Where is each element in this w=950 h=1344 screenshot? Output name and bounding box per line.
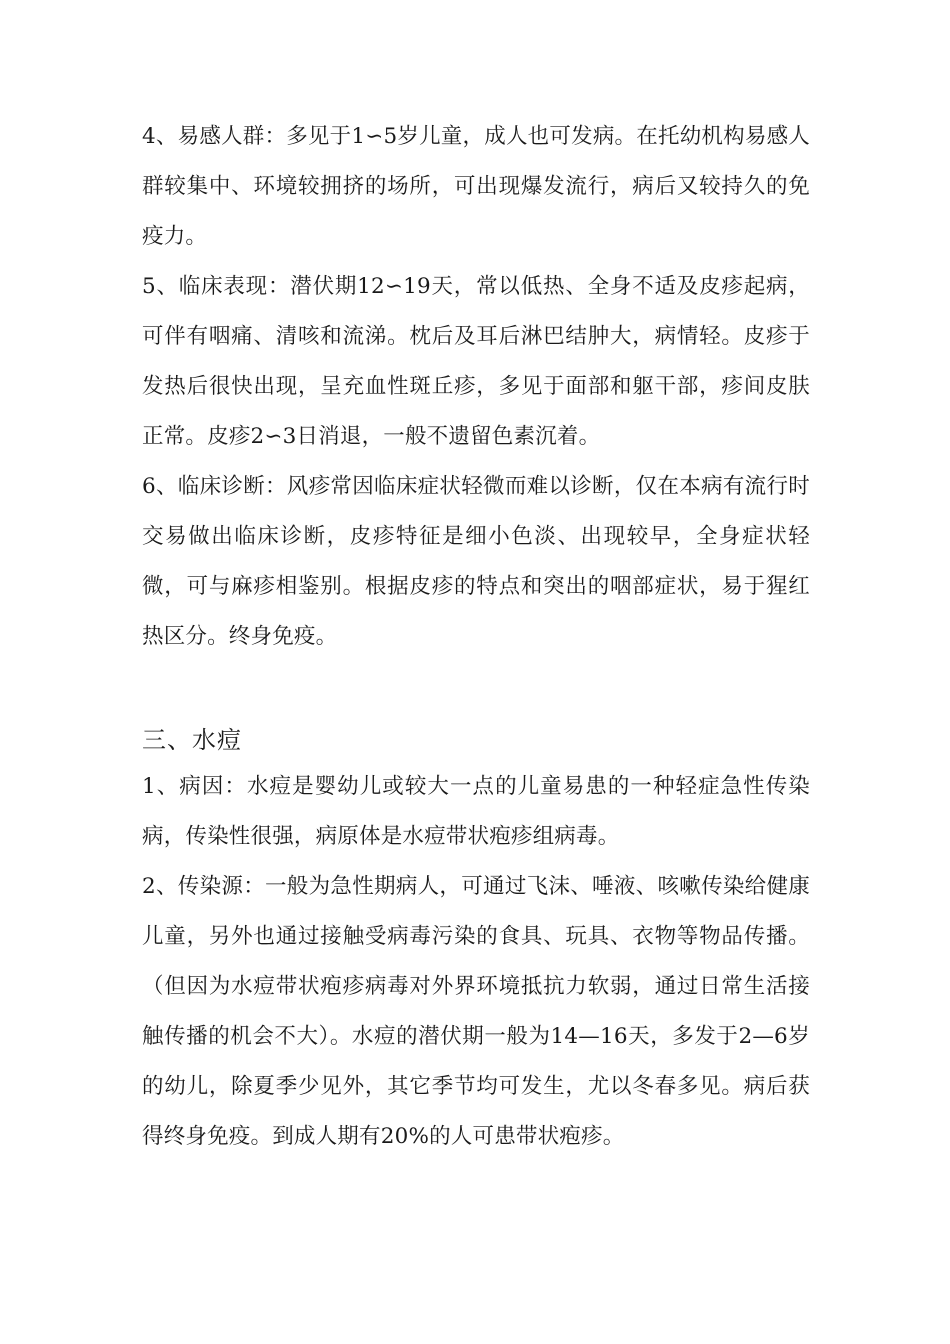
paragraph-clinical-diagnosis: 6、临床诊断：风疹常因临床症状轻微而难以诊断，仅在本病有流行时交易做出临床诊断，皮疹特征是细小色淡、出现较早，全身症状轻微，可与麻疹相鉴别。根据皮疹的特点和突出的咽部症状，易于猩红热区分。终身免疫。: [142, 474, 810, 649]
document-body: [142, 112, 810, 1162]
paragraph-infection-source: 2、传染源：一般为急性期病人，可通过飞沫、唾液、咳嗽传染给健康儿童，另外也通过接触受病毒污染的食具、玩具、衣物等物品传播。（但因为水痘带状疱疹病毒对外界环境抵抗力软弱，通过日常生活接触传播的机会不大）。水痘的潜伏期一般为14—16天，多发于2—6岁的幼儿，除夏季少见外，其它季节均可发生，尤以冬春多见。病后获得终身免疫。到成人期有20%的人可患带状疱疹。: [142, 874, 810, 1149]
paragraph-susceptible-population: 4、易感人群：多见于1∽5岁儿童，成人也可发病。在托幼机构易感人群较集中、环境较拥挤的场所，可出现爆发流行，病后又较持久的免疫力。: [142, 124, 810, 249]
section-spacer: [142, 662, 810, 718]
section-heading-chickenpox: 三、水痘: [142, 726, 242, 754]
paragraph-clinical-manifestation: 5、临床表现：潜伏期12∽19天，常以低热、全身不适及皮疹起病，可伴有咽痛、清咳和流涕。枕后及耳后淋巴结肿大，病情轻。皮疹于发热后很快出现，呈充血性斑丘疹，多见于面部和躯干部，疹间皮肤正常。皮疹2∽3日消退，一般不遗留色素沉着。: [142, 274, 810, 449]
paragraph-etiology: 1、病因：水痘是婴幼儿或较大一点的儿童易患的一种轻症急性传染病，传染性很强，病原体是水痘带状疱疹组病毒。: [142, 774, 810, 849]
